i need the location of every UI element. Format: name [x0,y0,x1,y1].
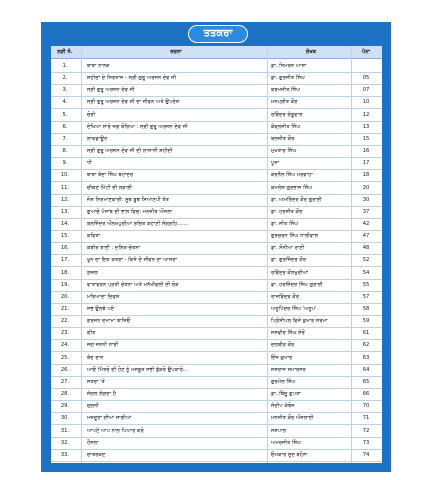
row-page: 71 [362,415,370,422]
row-serial: 31. [60,427,70,434]
row-serial: 29. [60,403,70,410]
row-author: ਅਨੂਪਿੰਦਰ ਸਿੰਘ 'ਅਨੂਪ' [271,306,317,312]
row-page: 72 [362,427,370,434]
row-page: 52 [362,257,370,264]
row-title: ਸਭ ਉਲਝੇ ਪਏ [87,306,115,312]
row-serial: 21. [60,306,70,312]
table-row [51,206,382,219]
toc-frame [41,22,391,472]
table-row [51,218,382,231]
row-serial: 8. [62,148,68,155]
row-page: 10 [362,99,370,106]
row-author: ਪੂਜਾ [271,160,280,167]
row-serial: 30. [60,415,70,422]
table-row [51,60,382,73]
table-row [51,242,382,255]
row-title: ਖੂਨ ਦਾ ਇਕ ਕਤਰਾ - ਕਿਸੇ ਦੇ ਜੀਵਨ ਦਾ ਆਸਰਾ [87,257,178,264]
row-title: ਬੰਦ ਦਾਨ [87,354,104,361]
row-title: ਜਗ ਜਨਨੀ ਨਾਰੀ [87,342,119,349]
row-serial: 5. [62,111,68,118]
row-title: ਹੌਸਲਾ [87,439,99,446]
table-row [51,96,382,109]
table-row [51,388,382,401]
table-row [51,376,382,389]
row-serial: 17. [60,257,70,264]
row-author: ਡਾ. ਬਿੰਦੂ ਗੁਪਤਾ [271,391,301,398]
row-page: 58 [362,306,370,312]
row-author: ਰਵਿੰਦਰ ਰੰਗੂਵਾਲ [271,111,303,118]
row-page: 62 [362,342,370,349]
row-title: ਵਾਤਾਵਰਨ ਪ੍ਰਤੀ ਚੇਤਨਾ ਅਤੇ ਮਨੱਖੀਵਲੀ ਦੀ ਲੋੜ [87,281,179,288]
row-author: ਡਾ. ਹਰਸ਼ੀਤ ਕੌਰ [271,208,303,215]
page-title: ਤਤਕਰਾ [188,25,248,43]
row-author: ਕੰਵਲਜੀਤ ਸਿੰਘ [271,123,301,130]
row-title: ਕਵਿਤਾ [87,233,101,240]
table-row [51,364,382,377]
row-page: 18 [362,172,370,179]
row-page: 74 [362,451,370,458]
header-page: ਪੰਨਾ [361,49,371,55]
row-author: ਸੰਦੀਪ ਕੰਬੋਜ [271,403,295,410]
row-serial: 15. [60,233,70,240]
row-page: 05 [362,75,370,82]
table-row [51,303,382,316]
row-author: ਬਲਜੀਤ ਕੌਰ [271,135,295,142]
row-author: ਡਾ. ਗੁਰਜਿੰਦਰ ਕੌਰ [271,257,307,264]
row-serial: 7. [62,135,68,142]
table-row [51,425,382,438]
row-title: ਗੀਤ [87,330,96,337]
row-serial: 4. [62,99,68,106]
row-serial: 32. [60,439,70,446]
row-page: 17 [362,160,370,167]
row-page: 73 [362,439,370,446]
row-title: ਆਪਣੇ ਆਪ ਨਾਲ ਪਿਆਰ ਕਰੋ [87,427,144,434]
row-page: 42 [362,220,370,227]
row-author: ਗੁਰਮੇਲ ਸਿੰਘ [271,378,296,385]
table-row [51,327,382,340]
table-row [51,412,382,425]
table-row [51,109,382,122]
table-header-row [51,46,382,59]
table-row [51,72,382,85]
row-author: ਕਮਲੇਸ਼ ਗੁਰਭਾਜ ਸਿੰਘ [271,184,313,191]
row-author: ਮਨਜੀਤ ਕੌਰ ਔਜਲਾਈ [271,415,314,422]
table-row [51,133,382,146]
row-page: 61 [362,330,370,337]
row-serial: 18. [60,269,70,276]
table-row [51,254,382,267]
row-author: ਮਨਪ੍ਰੀਤ ਕੌਰ [271,99,298,106]
row-title: ਚਾਤਰਕਣ [87,451,106,458]
row-page: 66 [362,391,370,398]
header-title: ਰਚਨਾ [170,49,182,55]
row-title: ਜੰਗਲ ਲੱਗਦਾ ਹੈ [87,391,117,398]
table-row [51,449,382,462]
row-page: 13 [362,123,370,130]
row-page: 07 [362,87,370,94]
row-author: ਜਸਵੀਰ ਸਿੰਘ ਸ਼ੇਰੋਂ [271,330,305,337]
row-serial: 26. [60,366,70,373]
row-author: ਮੁਖਤਾਰ ਸਿੰਘ [271,148,297,155]
row-page: 65 [362,378,370,385]
row-page: 47 [362,233,370,240]
header-serial: ਲੜੀ ਨੰ. [57,49,73,55]
row-title: ਸ੍ਰੀ ਗੁਰੂ ਅਰਜਨ ਦੇਵ ਜੀ ਦੀ ਲਾਸਾਨੀ ਸ਼ਹੀਦੀ [87,148,173,155]
row-title: ਸ੍ਰੀ ਗੁਰੂ ਅਰਜਨ ਦੇਵ ਜੀ ਦਾ ਜੀਵਨ ਅਤੇ ਉਪਦੇਸ਼ [87,99,180,106]
row-author: ਕਰਨੈਲ ਸਿੰਘ ਮਰਵਾਹਾ [271,172,313,179]
row-serial: 20. [60,293,70,300]
row-serial: 11. [60,184,70,191]
row-serial: 6. [62,123,68,130]
table-row [51,145,382,158]
row-author: ਡਾ. ਹਰਜਿੰਦਰ ਸਿੰਘ ਗੁਰਾਈ [271,281,323,288]
table-row [51,84,382,97]
row-serial: 27. [60,378,70,385]
row-author: ਓਮਕਾਰ ਸੂਦ ਬਹੋਨਾ [271,451,308,458]
row-author: ਕਰਮਜੀਤ ਸਿੰਘ [271,87,301,94]
row-serial: 23. [60,330,70,337]
row-serial: 13. [60,208,70,215]
row-author: ਜਸ਼ਪਾਲ [271,427,287,434]
row-title: ਚੀਕਣ ਮਿੱਟੀ ਦੀ ਲੜਾਈ [87,184,133,191]
row-page: 54 [362,269,370,276]
row-author: ਡਾ. ਜੀਤ ਸਿੰਘ [271,220,299,227]
row-page: 16 [362,148,370,155]
row-author: ਗੁਰਚਰਨ ਸਿੰਘ ਧਾਲੀਵਾਲ [271,233,319,240]
row-serial: 22. [60,318,70,325]
row-serial: 9. [62,160,68,167]
row-title: ਬਾਬਾ ਨਾਨਕ [87,63,110,69]
row-title: ਗੁਆਚੇ ਪੰਜਾਬ ਦੀ ਭਾਲ ਵਿਚ: ਮਨਜੀਤ ਔਜਲਾ [87,208,173,215]
table-row [51,267,382,280]
row-title: ਸ਼ਹੀਦਾਂ ਦੇ ਸਿਰਤਾਜ - ਸ੍ਰੀ ਗੁਰੂ ਅਰਜਨ ਦੇਵ ਜੀ [87,75,177,82]
table-row [51,157,382,170]
row-serial: 14. [60,220,70,227]
row-title: ਗ਼ਜ਼ਲ [87,269,98,276]
row-author: ਡਾ. ਅਮਰਿੰਦਰ ਕੌਰ ਗੁਰਾਈ [271,196,322,203]
table-row [51,315,382,328]
row-title: ਲਾਕਡਾਊਨ [87,135,108,142]
table-row [51,279,382,292]
table-row [51,339,382,352]
toc-table [51,46,382,463]
row-author: ਅਮਰਜੀਤ ਸਿੰਘ [271,439,301,446]
row-page: 55 [362,281,370,288]
row-author: ਦਲਬੀਰ ਕੌਰ [271,342,295,349]
row-title: ਆਓ ਮਿੱਤਰੋ ਦੀ ਹੋਣ ਨੂੰ ਮਜਬੂਤ ਸਭੀ ਬੁੱਕਰੋ ਉਪਕਾਰੋ... [87,366,188,373]
row-title: ਸਤਰਾਂ 'ਤੇ [87,378,105,385]
row-serial: 28. [60,391,70,398]
row-author: ਪ੍ਰਿੰਸੀਪਲ ਵਿਜੇ ਕੁਮਾਰ ਸਰਮਾ [271,318,328,325]
row-page: 70 [362,403,370,410]
row-page: 63 [362,354,370,361]
row-serial: 16. [60,245,70,252]
header-author: ਲੇਖਕ [305,49,317,55]
row-title: ਮਜ਼ਦੂਰਾਂ ਦੀਆਂ ਜਾਗੀਆਂ [87,415,132,422]
row-author: ਡਾ. ਸੋਨੀਆ ਰਾਣੀ [271,245,305,252]
row-title: ਬਾਬਾ ਬੰਦਾ ਸਿੰਘ ਬਹਾਦਰ [87,172,134,179]
row-serial: 1. [62,63,68,69]
row-title: ਜੋਸ਼ ਨਿਰਮਾਣਕਾਰੀ: ਸੂਝ ਬੂਝ ਸਿਆਣਪੀ ਤੰਤ [87,196,169,203]
row-page: 30 [362,196,370,203]
row-title: ਕਬੀਰ ਬਾਣੀ : ਦਲਿਤ-ਚੇਤਨਾ [87,245,141,252]
table-row [51,230,382,243]
row-serial: 24. [60,342,70,349]
row-serial: 2. [62,75,68,82]
row-title: ਚੋਰੀ [87,111,96,118]
table-row [51,437,382,450]
row-author: ਜਸ਼ਰਾਜ ਸਮਾਰਸਰ [271,366,306,373]
table-row [51,121,382,134]
row-page: 59 [362,318,370,325]
table-row [51,182,382,195]
row-author: ਰਵਿੰਦਰ ਕੌਲਖੁਰੀਆਂ [271,269,309,276]
row-page: 12 [362,111,370,118]
row-serial: 10. [60,172,70,179]
row-serial: 12. [60,196,70,203]
row-title: ਬਲਜਿੰਦਰ ਔਲਖਪੁਰੀਆ ਰਚਿਤ ਕਹਾਣੀ ਸੰਗ੍ਰਹਿ....... [87,220,189,227]
row-author: ਡਾ. ਸਿਮਰਨ ਆਸ਼ਾ [271,63,307,69]
table-row [51,291,382,304]
row-serial: 3. [62,87,68,94]
table-row [51,194,382,207]
row-page: 57 [362,293,370,300]
row-page: 64 [362,366,370,373]
table-row [51,169,382,182]
row-serial: 25. [60,354,70,361]
row-title: ਗਰਜਨ ਦਮਾਮਾ ਬਾਜਿਓ [87,318,131,325]
row-page: 37 [362,208,370,215]
row-page: 15 [362,135,370,142]
row-title: ਮਰਿਆਦਾ ਦਿਵਸ [87,293,120,300]
row-title: ਦੇਖਿਆ ਸਾਰੇ ਜਗ ਥੋਰਿਆ : ਸ੍ਰੀ ਗੁਰੂ ਅਰਜਨ ਦੇਵ ਜੀ [87,123,188,130]
table-row [51,400,382,413]
row-title: ਸ੍ਰੀ ਗੁਰੂ ਅਰਜਨ ਦੇਵ ਜੀ [87,87,135,94]
row-title: ਸੁਗਨੀ [87,403,99,410]
row-author: ਡਾ. ਗੁਰਜੀਤ ਸਿੰਘ [271,75,305,82]
row-serial: 33. [60,451,70,458]
row-author: ਇੰਜ ਕੁਮਾਰ [271,354,293,361]
row-serial: 19. [60,281,70,288]
row-title: ਧੀ [87,160,92,167]
row-author: ਰਾਜਵਿੰਦਰ ਕੌਰ [271,293,300,300]
row-page: 48 [362,245,370,252]
row-page: 20 [362,184,370,191]
table-row [51,352,382,365]
